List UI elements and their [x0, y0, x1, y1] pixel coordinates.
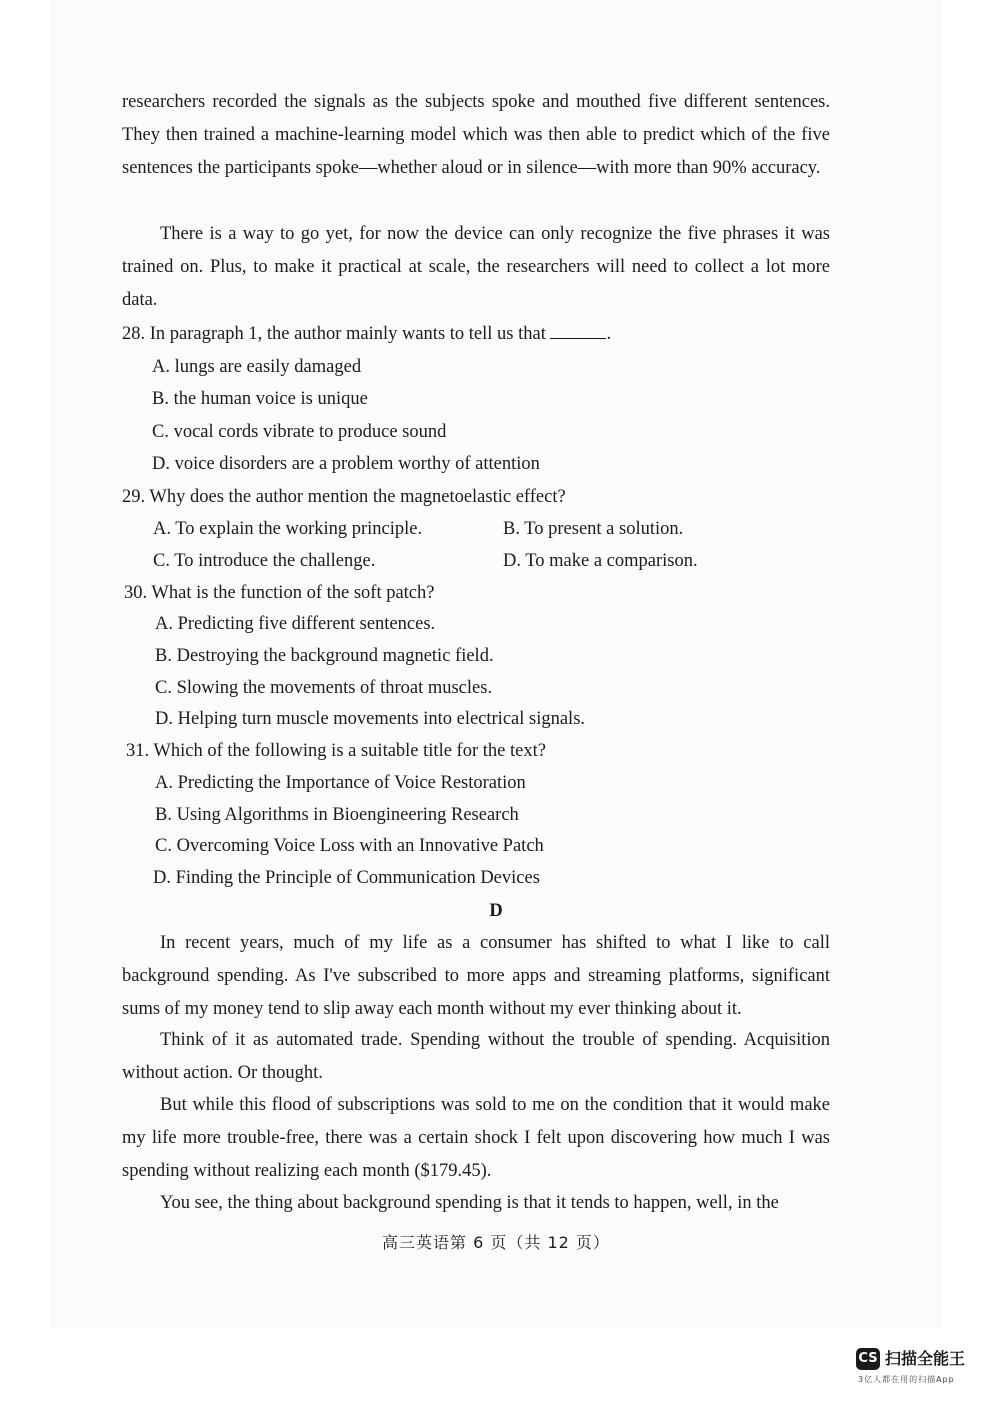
- question-31-stem: 31. Which of the following is a suitable title for the text?: [126, 741, 546, 761]
- question-29-option-b: B. To present a solution.: [503, 519, 684, 539]
- question-28-option-d: D. voice disorders are a problem worthy of attention: [152, 454, 540, 474]
- question-28-option-a: A. lungs are easily damaged: [152, 357, 362, 377]
- question-28-stem: [122, 322, 611, 346]
- question-29-stem: 29. Why does the author mention the magnetoelastic effect?: [122, 487, 566, 507]
- question-28-stem-text: 28. In paragraph 1, the author mainly wants to tell us that: [122, 324, 546, 344]
- question-28-option-b: B. the human voice is unique: [152, 389, 368, 409]
- question-31-option-d: D. Finding the Principle of Communication Devices: [153, 868, 540, 888]
- passage-c-paragraph-2: There is a way to go yet, for now the device can only recognize the five phrases it was trained on. Plus, to make it practical at scale, the researchers will need to collect a lot more data.: [122, 224, 830, 310]
- question-30-option-b: B. Destroying the background magnetic field.: [155, 646, 494, 666]
- question-31-option-c: C. Overcoming Voice Loss with an Innovative Patch: [155, 836, 544, 856]
- question-30-option-d: D. Helping turn muscle movements into electrical signals.: [155, 709, 586, 729]
- question-29-option-c: C. To introduce the challenge.: [153, 551, 376, 571]
- question-28-option-c: C. vocal cords vibrate to produce sound: [152, 422, 447, 442]
- scanner-app-logo: [856, 1348, 976, 1388]
- passage-d-paragraph-2: Think of it as automated trade. Spending without the trouble of spending. Acquisition without action. Or thought.: [122, 1030, 830, 1083]
- passage-c-paragraph-1: researchers recorded the signals as the subjects spoke and mouthed five different sentences. They then trained a machine-learning model which was then able to predict which of the five sentences the participants spoke—whether aloud or in silence—with more than 90% accuracy.: [122, 92, 830, 178]
- question-30-option-c: C. Slowing the movements of throat muscles.: [155, 678, 493, 698]
- page-footer: 高三英语第 6 页（共 12 页）: [382, 1233, 610, 1252]
- passage-d-paragraph-3: But while this flood of subscriptions was sold to me on the condition that it would make my life more trouble-free, there was a certain shock I felt upon discovering how much I was spending without realizing each month ($179.45).: [122, 1095, 830, 1181]
- question-31-option-a: A. Predicting the Importance of Voice Restoration: [155, 773, 526, 793]
- question-29-option-d: D. To make a comparison.: [503, 551, 698, 571]
- question-29-option-a: A. To explain the working principle.: [153, 519, 423, 539]
- question-28-stem-end: .: [606, 324, 612, 344]
- section-d-heading: D: [489, 901, 503, 921]
- question-31-option-b: B. Using Algorithms in Bioengineering Research: [155, 805, 519, 825]
- passage-d-paragraph-1: In recent years, much of my life as a consumer has shifted to what I like to call background spending. As I've subscribed to more apps and streaming platforms, significant sums of my money tend to slip away each month without my ever thinking about it.: [122, 933, 830, 1019]
- question-30-stem: 30. What is the function of the soft patch?: [124, 583, 435, 603]
- scanner-app-tagline: 3亿人都在用的扫描App: [858, 1375, 955, 1384]
- passage-d-paragraph-4: You see, the thing about background spending is that it tends to happen, well, in the: [160, 1193, 779, 1213]
- answer-blank: [550, 322, 606, 339]
- scanner-app-name: 扫描全能王: [885, 1349, 966, 1368]
- question-30-option-a: A. Predicting five different sentences.: [155, 614, 436, 634]
- cs-logo-icon: CS: [856, 1348, 880, 1370]
